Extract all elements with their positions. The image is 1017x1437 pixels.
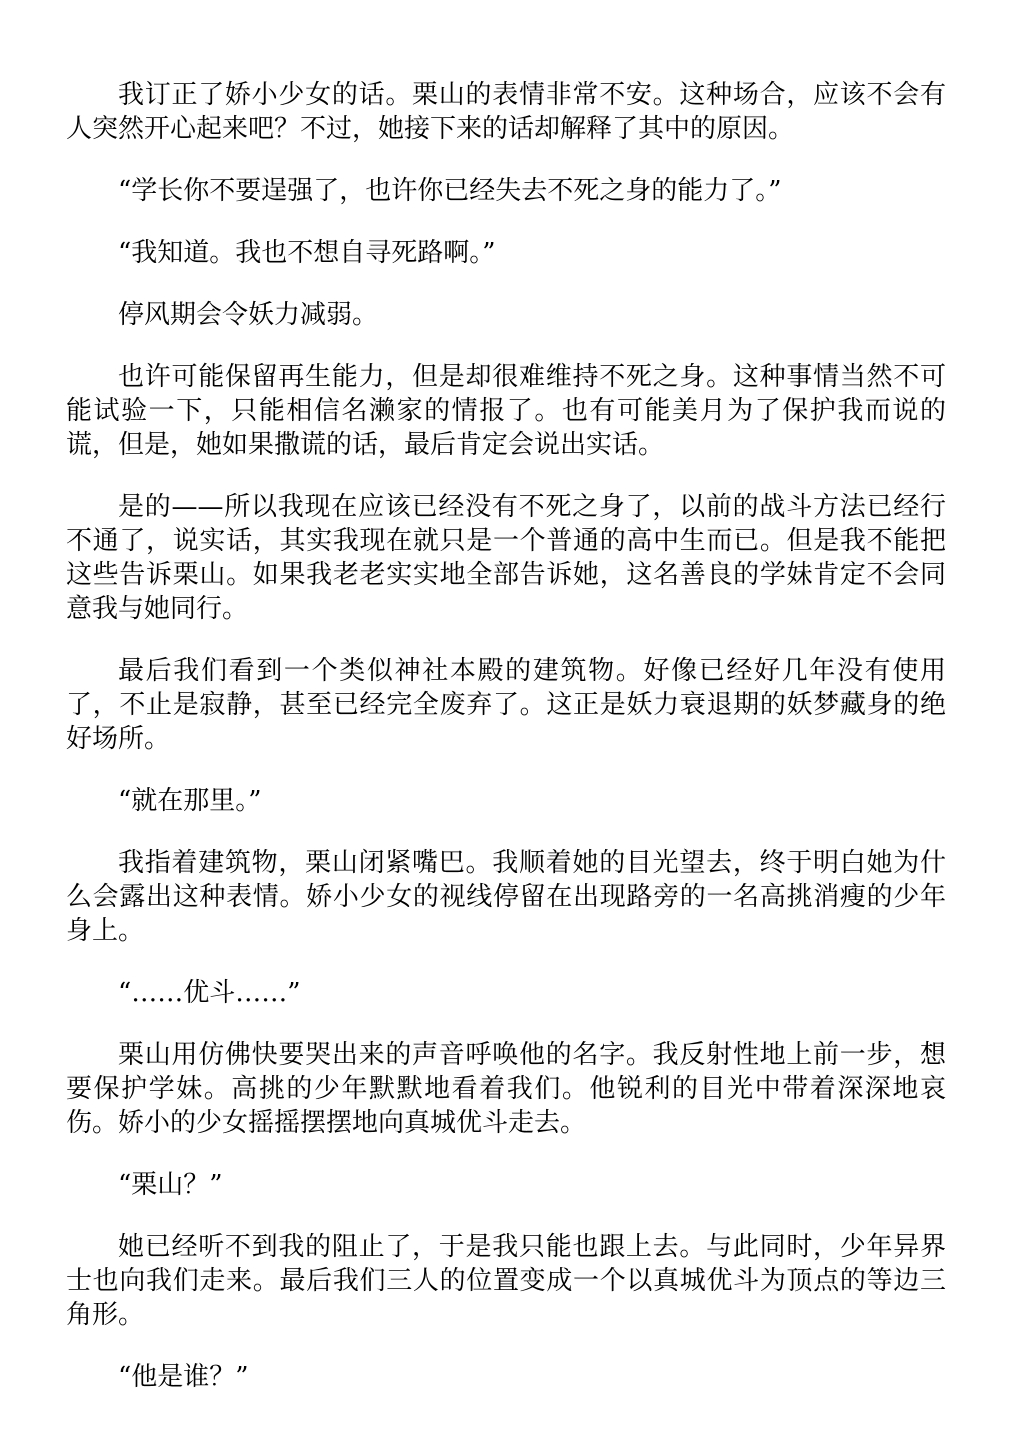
paragraph-4: 停风期会令妖力减弱。 <box>118 300 379 330</box>
paragraph-2: “学长你不要逞强了，也许你已经失去不死之身的能力了。” <box>118 176 782 206</box>
paragraph-8: “就在那里。” <box>118 786 262 816</box>
paragraph-14: “他是谁？” <box>118 1362 249 1392</box>
paragraph-13: 她已经听不到我的阻止了，于是我只能也跟上去。与此同时，少年异界士也向我们走来。最后我们三人的位置变成一个以真城优斗为顶点的等边三角形。 <box>66 1232 946 1330</box>
paragraph-5: 也许可能保留再生能力，但是却很难维持不死之身。这种事情当然不可能试验一下，只能相信名濑家的情报了。也有可能美月为了保护我而说的谎，但是，她如果撒谎的话，最后肯定会说出实话。 <box>66 362 946 460</box>
paragraph-6: 是的——所以我现在应该已经没有不死之身了，以前的战斗方法已经行不通了，说实话，其实我现在就只是一个普通的高中生而已。但是我不能把这些告诉栗山。如果我老老实实地全部告诉她，这名善良的学妹肯定不会同意我与她同行。 <box>66 492 946 624</box>
paragraph-7: 最后我们看到一个类似神社本殿的建筑物。好像已经好几年没有使用了，不止是寂静，甚至已经完全废弃了。这正是妖力衰退期的妖梦藏身的绝好场所。 <box>66 656 946 754</box>
paragraph-11: 栗山用仿佛快要哭出来的声音呼唤他的名字。我反射性地上前一步，想要保护学妹。高挑的少年默默地看着我们。他锐利的目光中带着深深地哀伤。娇小的少女摇摇摆摆地向真城优斗走去。 <box>66 1040 946 1138</box>
paragraph-3: “我知道。我也不想自寻死路啊。” <box>118 238 496 268</box>
paragraph-10: “……优斗……” <box>118 978 301 1008</box>
document-page <box>66 78 946 1422</box>
paragraph-12: “栗山？” <box>118 1170 223 1200</box>
paragraph-1: 我订正了娇小少女的话。栗山的表情非常不安。这种场合，应该不会有人突然开心起来吧？不过，她接下来的话却解释了其中的原因。 <box>66 80 946 144</box>
paragraph-9: 我指着建筑物，栗山闭紧嘴巴。我顺着她的目光望去，终于明白她为什么会露出这种表情。娇小少女的视线停留在出现路旁的一名高挑消瘦的少年身上。 <box>66 848 946 946</box>
